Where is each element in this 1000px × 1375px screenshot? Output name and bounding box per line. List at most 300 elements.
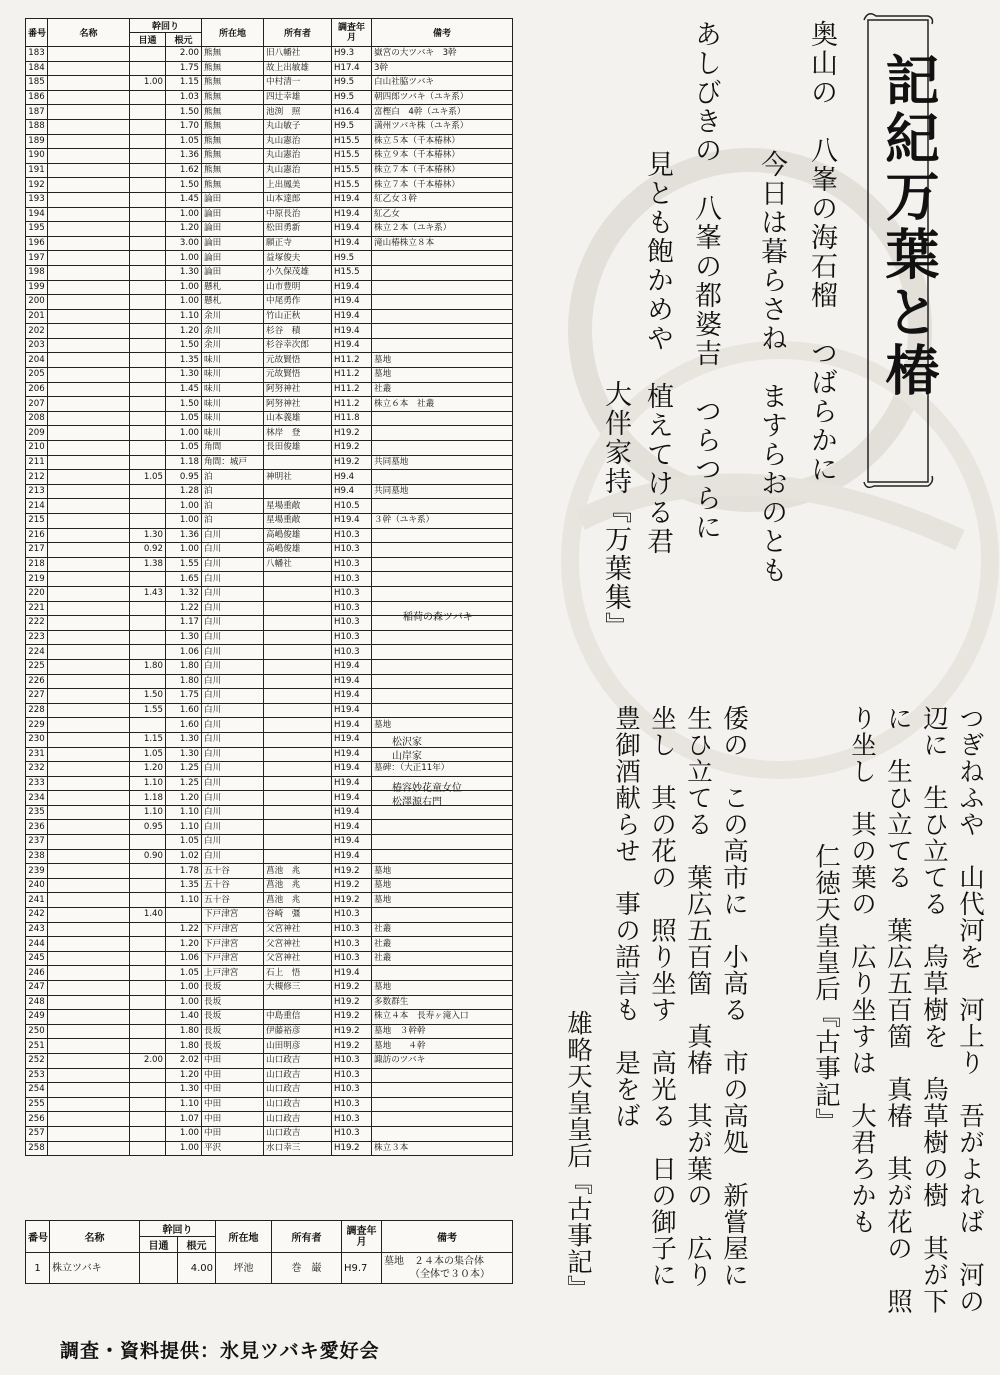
cell-name [48, 499, 130, 514]
cell-nemoto: 1.07 [166, 1112, 202, 1127]
cell-owner [264, 776, 332, 791]
cell-metori: 0.90 [130, 849, 166, 864]
cell-location: 味川 [202, 411, 264, 426]
cell-nemoto: 1.35 [166, 878, 202, 893]
header-survey: 調査年月 [332, 19, 372, 47]
header-location: 所在地 [202, 19, 264, 47]
cell-name [48, 1039, 130, 1054]
cell-metori [130, 192, 166, 207]
cell-no: 254 [26, 1083, 48, 1098]
table-row [26, 1112, 513, 1127]
cell-survey: H10.3 [332, 1126, 372, 1141]
cell-nemoto: 1.50 [166, 397, 202, 412]
cell-remarks [372, 703, 513, 718]
summary-header-metori: 目通 [140, 1237, 178, 1253]
cell-owner: 星場重敞 [264, 499, 332, 514]
cell-location: 五十谷 [202, 864, 264, 879]
table-row [26, 703, 513, 718]
cell-nemoto: 1.80 [166, 674, 202, 689]
cell-no: 225 [26, 659, 48, 674]
cell-remarks [372, 645, 513, 660]
cell-remarks [372, 1112, 513, 1127]
cell-nemoto: 1.30 [166, 747, 202, 762]
cell-location: 熊無 [202, 134, 264, 149]
cell-remarks: 滝山椿株立８本 [372, 236, 513, 251]
cell-survey: H19.4 [332, 747, 372, 762]
cell-remarks [372, 1097, 513, 1112]
cell-location: 白川 [202, 820, 264, 835]
table-row [26, 119, 513, 134]
cell-remarks [372, 849, 513, 864]
cell-no: 247 [26, 981, 48, 996]
cell-name [48, 368, 130, 383]
cell-name [48, 1141, 130, 1156]
cell-survey: H11.2 [332, 368, 372, 383]
cell-no: 235 [26, 805, 48, 820]
cell-no: 198 [26, 265, 48, 280]
cell-owner: 父宮神社 [264, 951, 332, 966]
cell-nemoto: 3.00 [166, 236, 202, 251]
cell-location: 論田 [202, 222, 264, 237]
summary-cell-no: 1 [26, 1253, 50, 1284]
cell-survey: H10.3 [332, 645, 372, 660]
cell-no: 230 [26, 732, 48, 747]
cell-no: 201 [26, 309, 48, 324]
cell-name [48, 76, 130, 91]
cell-survey: H19.4 [332, 338, 372, 353]
cell-owner: 阿努神社 [264, 382, 332, 397]
cell-name [48, 178, 130, 193]
cell-owner: 小久保茂雄 [264, 265, 332, 280]
cell-no: 224 [26, 645, 48, 660]
cell-nemoto: 1.50 [166, 105, 202, 120]
cell-nemoto: 1.00 [166, 295, 202, 310]
table-row [26, 689, 513, 704]
cell-metori [130, 368, 166, 383]
table-row [26, 338, 513, 353]
summary-header-survey: 調査年月 [342, 1221, 382, 1253]
cell-owner: 山口政吉 [264, 1126, 332, 1141]
header-nemoto: 根元 [166, 33, 202, 47]
cell-nemoto: 1.05 [166, 411, 202, 426]
cell-location: 下戸津宮 [202, 908, 264, 923]
header-owner: 所有者 [264, 19, 332, 47]
cell-metori [130, 426, 166, 441]
cell-survey: H10.3 [332, 616, 372, 631]
cell-remarks [372, 835, 513, 850]
cell-owner [264, 659, 332, 674]
cell-no: 245 [26, 951, 48, 966]
cell-owner: 山口政吉 [264, 1112, 332, 1127]
cell-survey: H19.4 [332, 820, 372, 835]
camellia-survey-table [25, 18, 513, 1156]
cell-survey: H15.5 [332, 163, 372, 178]
cell-name [48, 295, 130, 310]
cell-no: 218 [26, 557, 48, 572]
cell-survey: H19.2 [332, 455, 372, 470]
cell-location: 中田 [202, 1126, 264, 1141]
cell-owner: 丸山憲治 [264, 163, 332, 178]
cell-name [48, 732, 130, 747]
cell-name [48, 543, 130, 558]
annotation-matsuzawa: 松沢家 [392, 737, 422, 748]
summary-header-location: 所在地 [216, 1221, 272, 1253]
cell-metori [130, 572, 166, 587]
cell-survey: H15.5 [332, 265, 372, 280]
cell-no: 215 [26, 514, 48, 529]
cell-no: 199 [26, 280, 48, 295]
cell-remarks [372, 908, 513, 923]
cell-no: 200 [26, 295, 48, 310]
cell-nemoto: 1.03 [166, 90, 202, 105]
cell-metori [130, 1068, 166, 1083]
cell-no: 212 [26, 470, 48, 485]
cell-location: 余川 [202, 309, 264, 324]
cell-no: 202 [26, 324, 48, 339]
cell-survey: H15.5 [332, 149, 372, 164]
cell-no: 222 [26, 616, 48, 631]
cell-metori [130, 382, 166, 397]
cell-location: 白川 [202, 601, 264, 616]
cell-no: 206 [26, 382, 48, 397]
cell-no: 209 [26, 426, 48, 441]
cell-remarks: 共同墓地 [372, 455, 513, 470]
cell-owner [264, 616, 332, 631]
cell-location: 角間 [202, 441, 264, 456]
cell-owner: 元故賢悟 [264, 353, 332, 368]
cell-metori [130, 455, 166, 470]
cell-owner [264, 718, 332, 733]
cell-metori: 1.10 [130, 776, 166, 791]
cell-location: 熊無 [202, 149, 264, 164]
cell-metori [130, 1097, 166, 1112]
cell-name [48, 1010, 130, 1025]
cell-metori [130, 338, 166, 353]
cell-remarks [372, 966, 513, 981]
cell-location: 長坂 [202, 1010, 264, 1025]
cell-metori: 1.40 [130, 908, 166, 923]
cell-metori [130, 835, 166, 850]
cell-survey: H19.4 [332, 324, 372, 339]
table-row [26, 893, 513, 908]
cell-survey: H19.4 [332, 703, 372, 718]
cell-nemoto: 1.45 [166, 382, 202, 397]
cell-metori: 0.92 [130, 543, 166, 558]
cell-owner [264, 805, 332, 820]
cell-no: 239 [26, 864, 48, 879]
cell-owner: 長田俊雄 [264, 441, 332, 456]
cell-name [48, 382, 130, 397]
cell-no: 207 [26, 397, 48, 412]
cell-location: 下戸津宮 [202, 951, 264, 966]
cell-no: 195 [26, 222, 48, 237]
cell-remarks: 墓地 ４幹 [372, 1039, 513, 1054]
summary-table [25, 1220, 513, 1284]
cell-remarks: 株立９本（千本椿林） [372, 149, 513, 164]
cell-no: 237 [26, 835, 48, 850]
poem1-line2: 今日は暮らさね ますらおのとも [756, 150, 787, 585]
cell-name [48, 791, 130, 806]
cell-nemoto: 1.20 [166, 222, 202, 237]
cell-no: 253 [26, 1068, 48, 1083]
cell-survey: H19.4 [332, 207, 372, 222]
cell-no: 252 [26, 1053, 48, 1068]
cell-nemoto: 1.22 [166, 601, 202, 616]
cell-no: 184 [26, 61, 48, 76]
cell-owner [264, 455, 332, 470]
cell-location: 中田 [202, 1068, 264, 1083]
cell-nemoto: 1.02 [166, 849, 202, 864]
cell-name [48, 981, 130, 996]
cell-owner: 林岸 登 [264, 426, 332, 441]
table-row [26, 265, 513, 280]
cell-no: 232 [26, 762, 48, 777]
cell-location: 泊 [202, 484, 264, 499]
cell-metori: 0.95 [130, 820, 166, 835]
table-row [26, 178, 513, 193]
summary-header-kanmawari: 幹回り [140, 1221, 216, 1237]
cell-location: 熊無 [202, 90, 264, 105]
header-no: 番号 [26, 19, 48, 47]
cell-location: 長坂 [202, 981, 264, 996]
cell-name [48, 280, 130, 295]
cell-owner [264, 995, 332, 1010]
cell-nemoto: 1.00 [166, 426, 202, 441]
table-row [26, 951, 513, 966]
cell-remarks [372, 528, 513, 543]
summary-header-owner: 所有者 [272, 1221, 342, 1253]
cell-no: 244 [26, 937, 48, 952]
cell-nemoto: 1.25 [166, 776, 202, 791]
cell-owner: 八幡社 [264, 557, 332, 572]
cell-name [48, 820, 130, 835]
cell-owner: 石上 悟 [264, 966, 332, 981]
cell-nemoto: 1.06 [166, 645, 202, 660]
table-row [26, 514, 513, 529]
cell-location: 熊無 [202, 119, 264, 134]
cell-owner: 菖池 兆 [264, 864, 332, 879]
cell-survey: H15.5 [332, 134, 372, 149]
cell-metori [130, 411, 166, 426]
cell-location: 五十谷 [202, 878, 264, 893]
table-row [26, 76, 513, 91]
cell-owner: 山口政吉 [264, 1068, 332, 1083]
cell-location: 白川 [202, 689, 264, 704]
cell-no: 249 [26, 1010, 48, 1025]
table-row [26, 659, 513, 674]
cell-survey: H10.3 [332, 1083, 372, 1098]
cell-location: 長坂 [202, 1039, 264, 1054]
table-row [26, 324, 513, 339]
cell-remarks: 墓碑：（大正11年） [372, 762, 513, 777]
annotation-tsubaki-name: 椿容妙花童女位 [392, 783, 462, 794]
cell-remarks [372, 441, 513, 456]
cell-nemoto: 1.60 [166, 718, 202, 733]
cell-name [48, 1083, 130, 1098]
cell-no: 257 [26, 1126, 48, 1141]
cell-location: 白川 [202, 616, 264, 631]
cell-location: 味川 [202, 397, 264, 412]
cell-nemoto: 1.00 [166, 251, 202, 266]
cell-remarks [372, 1126, 513, 1141]
cell-nemoto: 1.30 [166, 265, 202, 280]
header-kanmawari: 幹回り [130, 19, 202, 33]
table-row [26, 762, 513, 777]
cell-survey: H19.4 [332, 805, 372, 820]
cell-name [48, 1097, 130, 1112]
cell-metori [130, 149, 166, 164]
cell-location: 白川 [202, 776, 264, 791]
cell-owner: 中原長治 [264, 207, 332, 222]
cell-no: 188 [26, 119, 48, 134]
cell-remarks [372, 338, 513, 353]
cell-no: 189 [26, 134, 48, 149]
cell-remarks [372, 820, 513, 835]
cell-survey: H19.2 [332, 893, 372, 908]
cell-no: 258 [26, 1141, 48, 1156]
cell-survey: H16.4 [332, 105, 372, 120]
table-row [26, 397, 513, 412]
cell-metori: 1.30 [130, 528, 166, 543]
cell-location: 白川 [202, 528, 264, 543]
cell-no: 193 [26, 192, 48, 207]
cell-name [48, 689, 130, 704]
cell-metori [130, 1010, 166, 1025]
cell-location: 余川 [202, 338, 264, 353]
table-row [26, 718, 513, 733]
cell-survey: H10.3 [332, 543, 372, 558]
cell-metori: 1.50 [130, 689, 166, 704]
table-row [26, 937, 513, 952]
cell-location: 白川 [202, 732, 264, 747]
cell-nemoto: 1.20 [166, 791, 202, 806]
cell-survey: H19.4 [332, 791, 372, 806]
cell-remarks [372, 265, 513, 280]
table-row [26, 908, 513, 923]
cell-owner: 山市豊明 [264, 280, 332, 295]
cell-metori: 1.15 [130, 732, 166, 747]
credit-line: 調査・資料提供：氷見ツバキ愛好会 [60, 1340, 380, 1362]
cell-name [48, 835, 130, 850]
cell-no: 231 [26, 747, 48, 762]
table-row [26, 1010, 513, 1025]
cell-survey: H9.4 [332, 484, 372, 499]
cell-remarks [372, 689, 513, 704]
table-row [26, 1053, 513, 1068]
cell-survey: H9.5 [332, 119, 372, 134]
cell-metori [130, 1024, 166, 1039]
cell-survey: H19.2 [332, 878, 372, 893]
cell-location: 白川 [202, 718, 264, 733]
cell-location: 白川 [202, 805, 264, 820]
cell-nemoto: 1.32 [166, 586, 202, 601]
cell-owner: 四辻幸雄 [264, 90, 332, 105]
table-row [26, 105, 513, 120]
cell-owner: 願正寺 [264, 236, 332, 251]
cell-nemoto: 1.00 [166, 995, 202, 1010]
cell-remarks [372, 309, 513, 324]
table-row [26, 236, 513, 251]
cell-owner [264, 849, 332, 864]
cell-owner [264, 645, 332, 660]
table-row [26, 149, 513, 164]
cell-metori [130, 47, 166, 62]
cell-location: 上戸津宮 [202, 966, 264, 981]
cell-metori [130, 674, 166, 689]
cell-remarks: 墓地 [372, 878, 513, 893]
cell-survey: H19.2 [332, 1010, 372, 1025]
cell-survey: H19.4 [332, 674, 372, 689]
cell-name [48, 105, 130, 120]
cell-no: 246 [26, 966, 48, 981]
cell-no: 191 [26, 163, 48, 178]
cell-nemoto: 1.06 [166, 951, 202, 966]
cell-survey: H19.4 [332, 732, 372, 747]
cell-remarks: 富樫白 4幹（ユキ系） [372, 105, 513, 120]
cell-owner: 中尾勇作 [264, 295, 332, 310]
cell-nemoto: 1.28 [166, 484, 202, 499]
poem1-line1: 奥山の 八峯の海石榴 つばらかに [806, 20, 837, 484]
cell-location: 味川 [202, 382, 264, 397]
summary-remarks-line1: 墓地 ２４本の集合体 [384, 1256, 484, 1267]
table-row [26, 1083, 513, 1098]
cell-metori [130, 499, 166, 514]
cell-owner: 竹山正秋 [264, 309, 332, 324]
cell-no: 241 [26, 893, 48, 908]
cell-nemoto: 1.00 [166, 207, 202, 222]
poem3-line2: 生ひ立てる 葉広五百箇 真椿 其が葉の 広り [683, 705, 713, 1288]
cell-nemoto: 1.25 [166, 762, 202, 777]
summary-cell-name: 株立ツバキ [50, 1253, 140, 1284]
cell-no: 186 [26, 90, 48, 105]
summary-cell-location: 坪池 [216, 1253, 272, 1284]
cell-no: 183 [26, 47, 48, 62]
cell-name [48, 411, 130, 426]
cell-metori [130, 251, 166, 266]
cell-metori [130, 718, 166, 733]
cell-remarks: 朝四郎ツバキ（ユキ系） [372, 90, 513, 105]
cell-name [48, 134, 130, 149]
cell-name [48, 528, 130, 543]
table-row [26, 309, 513, 324]
cell-survey: H19.4 [332, 222, 372, 237]
cell-survey: H17.4 [332, 61, 372, 76]
cell-owner [264, 674, 332, 689]
cell-metori [130, 1141, 166, 1156]
cell-survey: H19.4 [332, 762, 372, 777]
cell-name [48, 703, 130, 718]
table-row [26, 528, 513, 543]
cell-name [48, 878, 130, 893]
cell-location: 白川 [202, 747, 264, 762]
cell-owner [264, 747, 332, 762]
cell-location: 懸札 [202, 295, 264, 310]
cell-name [48, 1126, 130, 1141]
cell-owner: 山口政吉 [264, 1097, 332, 1112]
cell-name [48, 586, 130, 601]
cell-remarks [372, 470, 513, 485]
cell-owner: 山口政吉 [264, 1053, 332, 1068]
cell-nemoto: 1.00 [166, 981, 202, 996]
cell-owner: 父宮神社 [264, 922, 332, 937]
cell-name [48, 951, 130, 966]
cell-name [48, 1112, 130, 1127]
cell-survey: H19.4 [332, 849, 372, 864]
cell-remarks [372, 630, 513, 645]
poem2-line3: に 生ひ立てる 葉広五百箇 真椿 其が花の 照 [883, 705, 913, 1315]
table-row [26, 470, 513, 485]
cell-metori [130, 966, 166, 981]
